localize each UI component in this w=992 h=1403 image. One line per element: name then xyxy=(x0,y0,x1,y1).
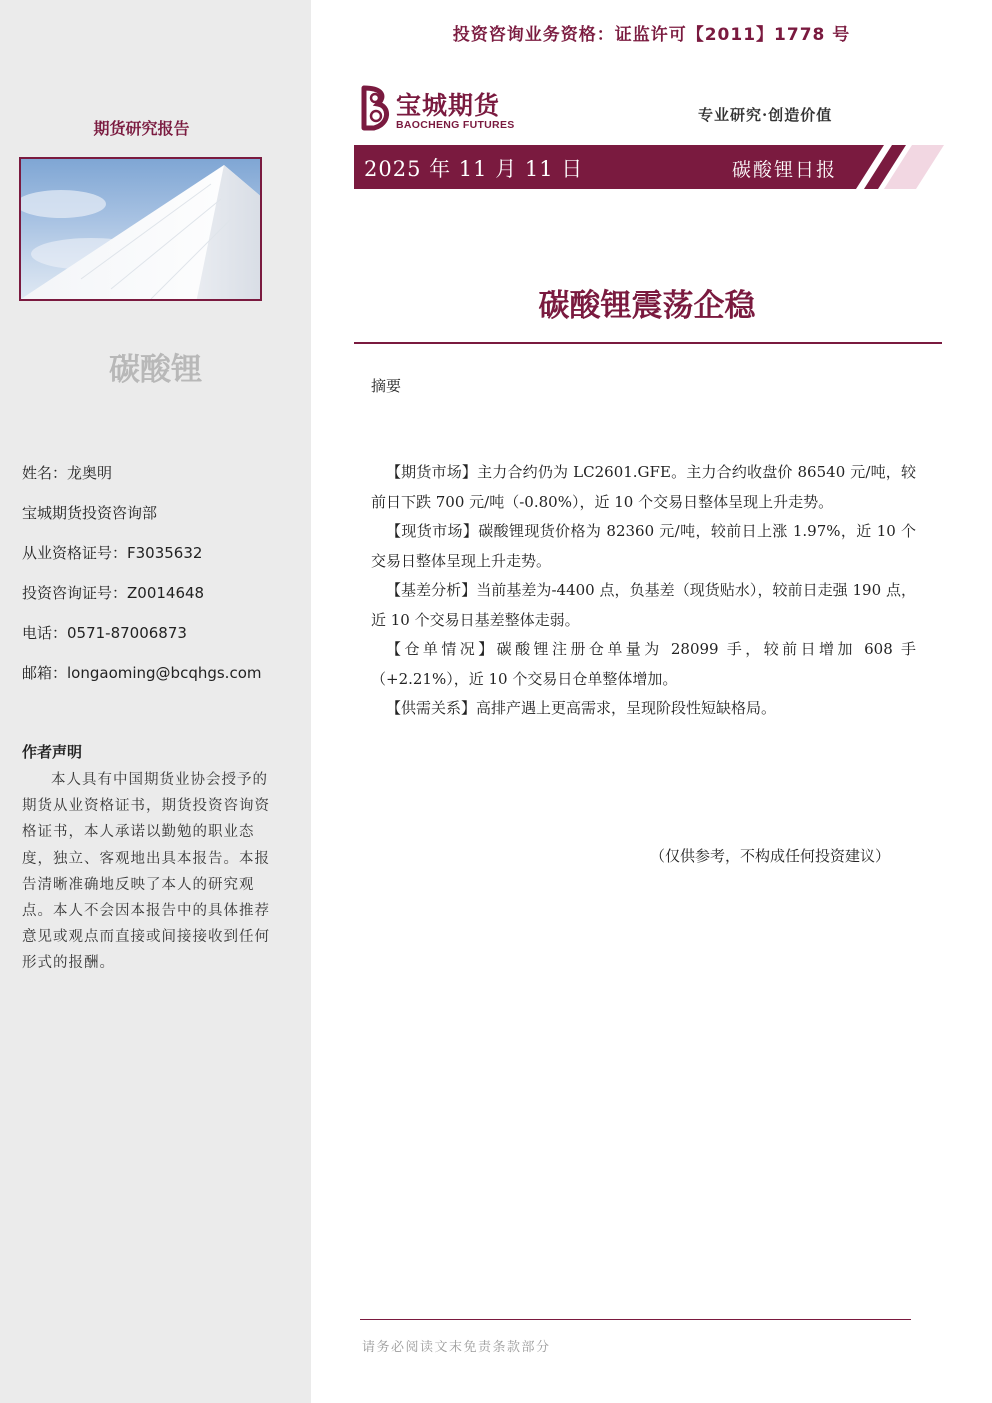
warehouse-receipt-paragraph: 【仓单情况】碳酸锂注册仓单量为 28099 手，较前日增加 608 手（+2.21%），近 10 个交易日仓单整体增加。 xyxy=(371,640,916,688)
declaration-title: 作者声明 xyxy=(22,743,83,761)
footer-disclaimer: 请务必阅读文末免责条款部分 xyxy=(362,1340,551,1355)
logo-chinese: 宝城期货 xyxy=(396,91,501,120)
company-logo xyxy=(356,84,526,134)
spot-market-paragraph: 【现货市场】碳酸锂现货价格为 82360 元/吨，较前日上涨 1.97%，近 10 个交易日整体呈现上升走势。 xyxy=(371,522,916,570)
futures-market-paragraph: 【期货市场】主力合约仍为 LC2601.GFE。主力合约收盘价 86540 元/吨，较前日下跌 700 元/吨（-0.80%），近 10 个交易日整体呈现上升走势。 xyxy=(371,463,916,511)
reference-note: （仅供参考，不构成任何投资建议） xyxy=(649,847,890,865)
sidebar xyxy=(0,0,311,1403)
department: 宝城期货投资咨询部 xyxy=(22,504,158,522)
phone: 电话：0571-87006873 xyxy=(22,624,187,642)
logo-english: BAOCHENG FUTURES xyxy=(396,119,515,131)
footer-divider xyxy=(360,1319,911,1320)
product-name: 碳酸锂 xyxy=(109,352,202,388)
report-type-label: 期货研究报告 xyxy=(93,119,190,138)
analyst-contact xyxy=(22,461,262,701)
consulting-number: 投资咨询证号：Z0014648 xyxy=(22,584,205,602)
page-title: 碳酸锂震荡企稳 xyxy=(538,288,756,324)
salt-mountain-image xyxy=(21,159,262,301)
summary-section xyxy=(371,458,916,724)
abstract-label: 摘要 xyxy=(371,377,402,395)
cover-image xyxy=(19,157,262,301)
report-date: 2025 年 11 月 11 日 xyxy=(364,157,584,181)
title-divider xyxy=(354,342,942,344)
email[interactable]: 邮箱：longaoming@bcqhgs.com xyxy=(22,664,262,682)
report-name: 碳酸锂日报 xyxy=(732,159,838,181)
license-line: 投资咨询业务资格：证监许可【2011】1778 号 xyxy=(452,25,851,45)
analyst-name: 姓名：龙奥明 xyxy=(22,464,113,482)
basis-analysis-paragraph: 【基差分析】当前基差为-4400 点，负基差（现货贴水），较前日走强 190 点，近 10 个交易日基差整体走弱。 xyxy=(371,581,916,629)
declaration-body: 本人具有中国期货业协会授予的期货从业资格证书，期货投资咨询资格证书，本人承诺以勤勉的职业态度，独立、客观地出具本报告。本报告清晰准确地反映了本人的研究观点。本人不会因本报告中的具体推荐意见或观点而直接或间接接收到任何形式的报酬。 xyxy=(22,772,270,972)
slogan: 专业研究·创造价值 xyxy=(698,106,833,124)
logo-mark-icon xyxy=(356,84,392,132)
supply-demand-paragraph: 【供需关系】高排产遇上更高需求，呈现阶段性短缺格局。 xyxy=(386,699,777,717)
qualification-number: 从业资格证号：F3035632 xyxy=(22,544,203,562)
